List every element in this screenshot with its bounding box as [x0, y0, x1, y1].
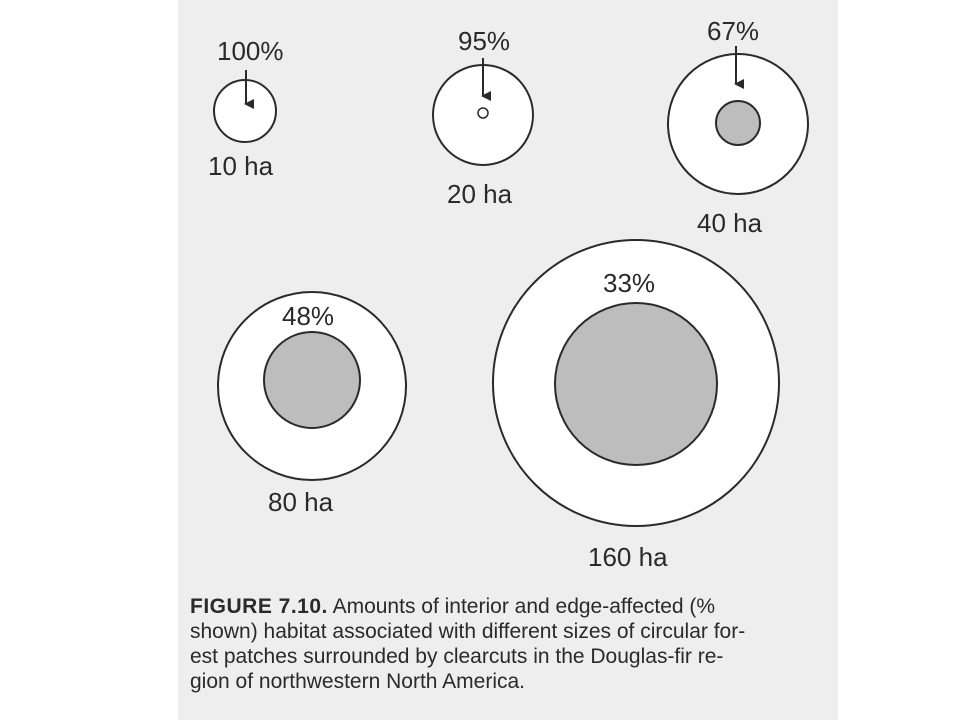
patch-10ha-edge-percent: 100%	[217, 36, 284, 66]
patch-160ha-area-label: 160 ha	[588, 542, 668, 572]
figure-label: FIGURE 7.10.	[190, 595, 328, 618]
patch-40ha-interior-circle	[716, 101, 760, 145]
patch-80ha-interior-circle	[264, 332, 360, 428]
caption-line-4: gion of northwestern North America.	[190, 670, 525, 693]
patch-20ha-area-label: 20 ha	[447, 179, 513, 209]
patch-80ha-edge-percent: 48%	[282, 301, 335, 331]
patch-40ha-area-label: 40 ha	[697, 208, 763, 238]
patch-40ha-edge-percent: 67%	[707, 16, 760, 46]
patch-80ha-area-label: 80 ha	[268, 487, 334, 517]
patch-20ha-edge-percent: 95%	[458, 26, 511, 56]
patch-20ha	[433, 26, 533, 209]
patch-80ha	[218, 292, 406, 517]
patch-160ha-interior-circle	[555, 303, 717, 465]
caption-line-2: shown) habitat associated with different sizes of circular for-	[190, 620, 746, 643]
caption-line-1	[190, 594, 830, 619]
patch-40ha	[668, 16, 808, 238]
caption-line-1-text: Amounts of interior and edge-affected (%	[327, 595, 716, 618]
patch-160ha-edge-percent: 33%	[603, 268, 656, 298]
patch-160ha	[493, 240, 779, 572]
caption-line-3: est patches surrounded by clearcuts in the Douglas-fir re-	[190, 645, 724, 668]
patch-10ha-area-label: 10 ha	[208, 151, 274, 181]
patch-20ha-interior-circle	[478, 108, 488, 118]
patch-10ha	[208, 36, 284, 181]
figure-caption	[190, 594, 830, 694]
